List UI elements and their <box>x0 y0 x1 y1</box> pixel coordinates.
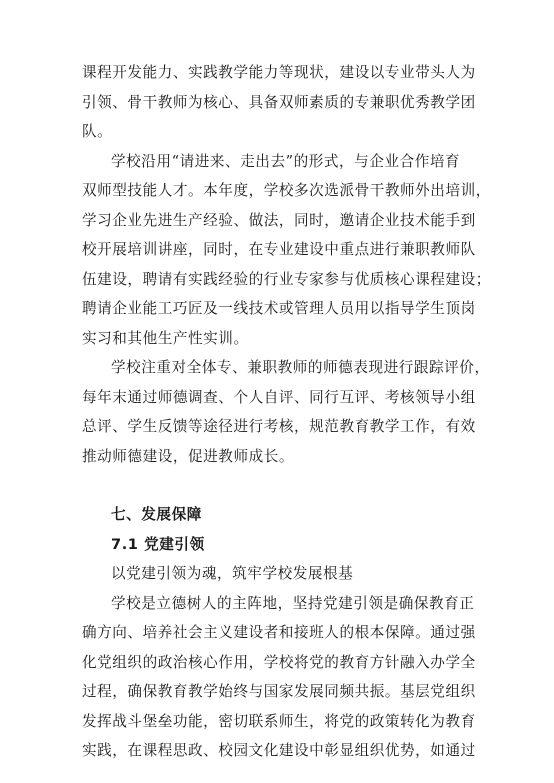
text-line: 引领、骨干教师为核心、具备双师素质的专兼职优秀教学团 <box>82 93 476 111</box>
text-line: 伍建设，聘请有实践经验的行业专家参与优质核心课程建设； <box>82 270 491 288</box>
text-line: 聘请企业能工巧匠及一线技术或管理人员用以指导学生顶岗 <box>82 300 476 317</box>
lead-line: 以党建引领为魂，筑牢学校发展根基 <box>111 565 354 582</box>
text-line: 校开展培训讲座，同时，在专业建设中重点进行兼职教师队 <box>82 241 476 258</box>
text-line: 推动师德建设，促进教师成长。 <box>82 447 295 465</box>
paragraph-teacher-ethics <box>82 353 490 471</box>
text-line: 课程开发能力、实践教学能力等现状，建设以专业带头人为 <box>82 64 476 81</box>
text-line: 发挥战斗堡垒功能，密切联系师生，将党的政策转化为教育 <box>82 712 476 730</box>
text-line: 学校沿用“请进来、走出去”的形式，与企业合作培育 <box>111 152 461 170</box>
text-line: 确方向、培养社会主义建设者和接班人的根本保障。通过强 <box>82 624 476 641</box>
text-line: 总评、学生反馈等途径进行考核，规范教育教学工作，有效 <box>82 418 476 435</box>
text-line: 每年末通过师德调查、个人自评、同行互评、考核领导小组 <box>82 388 476 406</box>
paragraph-team-building <box>82 58 482 147</box>
text-line: 学习企业先进生产经验、做法，同时，邀请企业技术能手到 <box>82 211 476 229</box>
text-line: 实践，在课程思政、校园文化建设中彰显组织优势，如通过 <box>82 742 476 759</box>
text-line: 化党组织的政治核心作用，学校将党的教育方针融入办学全 <box>82 653 476 671</box>
text-line: 队。 <box>82 123 113 140</box>
text-line: 学校注重对全体专、兼职教师的师德表现进行跟踪评价， <box>111 359 490 376</box>
sub-heading: 7.1 党建引领 <box>111 535 205 553</box>
paragraph-party-leadership <box>82 589 482 766</box>
section-spacer <box>82 471 482 500</box>
text-line: 学校是立德树人的主阵地，坚持党建引领是确保教育正 <box>111 594 475 612</box>
document-body <box>82 58 491 766</box>
text-line: 实习和其他生产性实训。 <box>82 329 249 347</box>
text-line: 双师型技能人才。本年度，学校多次选派骨干教师外出培训， <box>82 182 491 199</box>
section-heading: 七、发展保障 <box>111 506 202 523</box>
text-line: 过程，确保教育教学始终与国家发展同频共振。基层党组织 <box>82 683 476 700</box>
paragraph-dual-teacher-training <box>82 147 491 354</box>
